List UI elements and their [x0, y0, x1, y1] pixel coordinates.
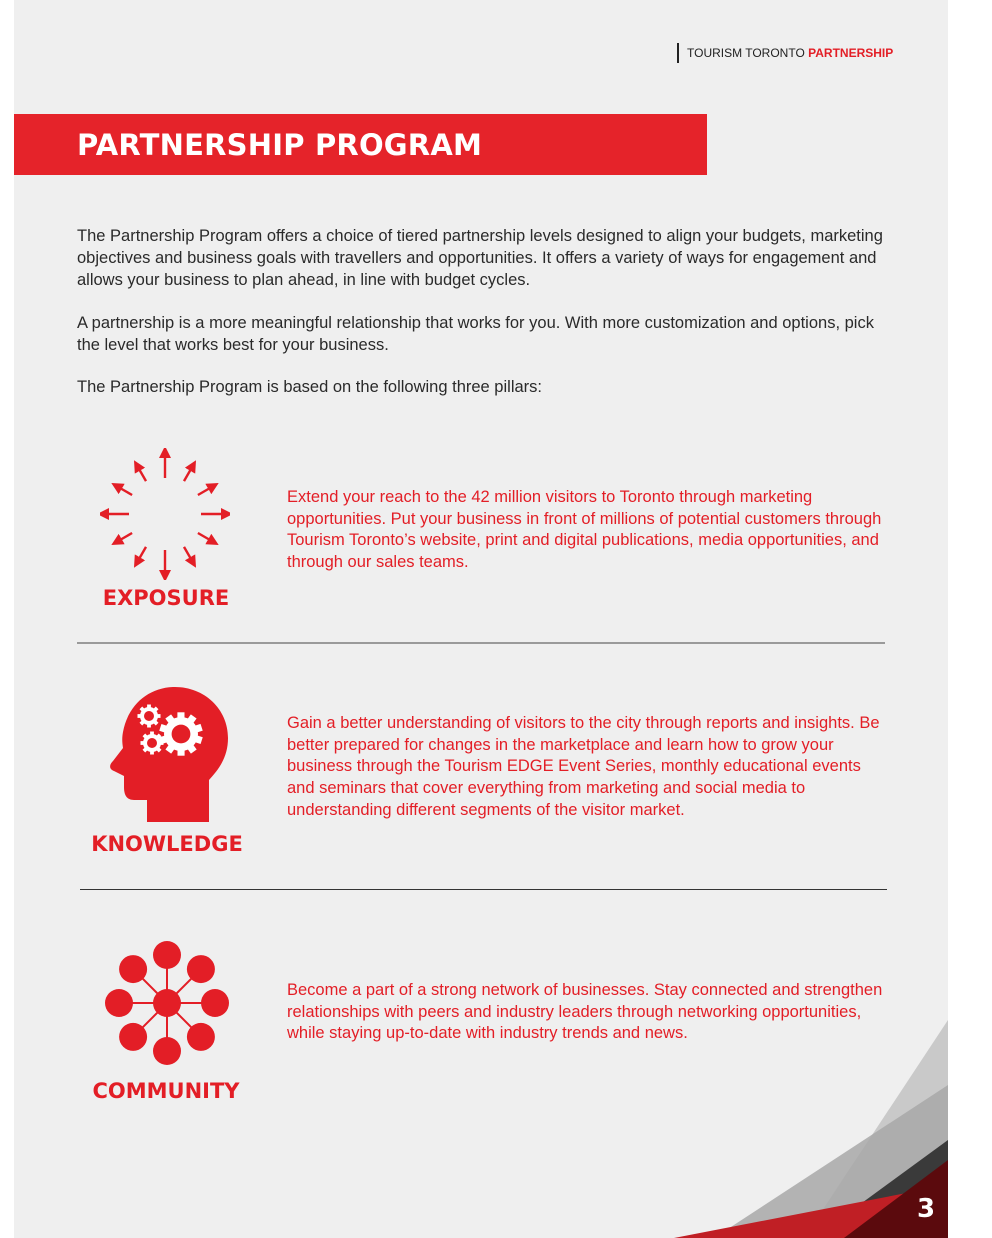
decorative-corner-shapes	[14, 0, 948, 1238]
page-title: PARTNERSHIP PROGRAM	[77, 128, 483, 162]
page-number: 3	[917, 1194, 936, 1224]
header-section: PARTNERSHIP	[808, 46, 894, 60]
intro-paragraph-1: The Partnership Program offers a choice of tiered partnership levels designed to align your budgets, marketing objectives and business goals with travellers and opportunities. It offers a variety of ways for engagement and allows your business to plan ahead, in line with budget cycles.	[77, 227, 883, 289]
pillar-label-exposure: EXPOSURE	[102, 586, 230, 610]
pillar-text-knowledge: Gain a better understanding of visitors to the city through reports and insights. Be better prepared for changes in the marketplace and learn how to grow your business through the Tourism EDGE Event Series, monthly educational events and seminars that cover everything from marketing and social media to understanding different segments of the visitor market.	[287, 714, 880, 819]
pillar-text-exposure: Extend your reach to the 42 million visitors to Toronto through marketing opportunities. Put your business in front of millions of potential customers through Tourism Toronto’s website, print and digital publications, media opportunities, and through our sales teams.	[287, 488, 882, 572]
header-brand: TOURISM TORONTO	[687, 46, 805, 60]
intro-paragraph-2: A partnership is a more meaningful relationship that works for you. With more customization and options, pick the level that works best for your business.	[77, 314, 874, 354]
pillar-label-knowledge: KNOWLEDGE	[91, 832, 243, 856]
page	[14, 0, 948, 1238]
pillar-text-community: Become a part of a strong network of businesses. Stay connected and strengthen relationships with peers and industry leaders through networking opportunities, while staying up-to-date with industry trends and news.	[287, 981, 883, 1043]
pillar-label-community: COMMUNITY	[92, 1079, 240, 1103]
intro-paragraph-3: The Partnership Program is based on the following three pillars:	[77, 378, 542, 396]
